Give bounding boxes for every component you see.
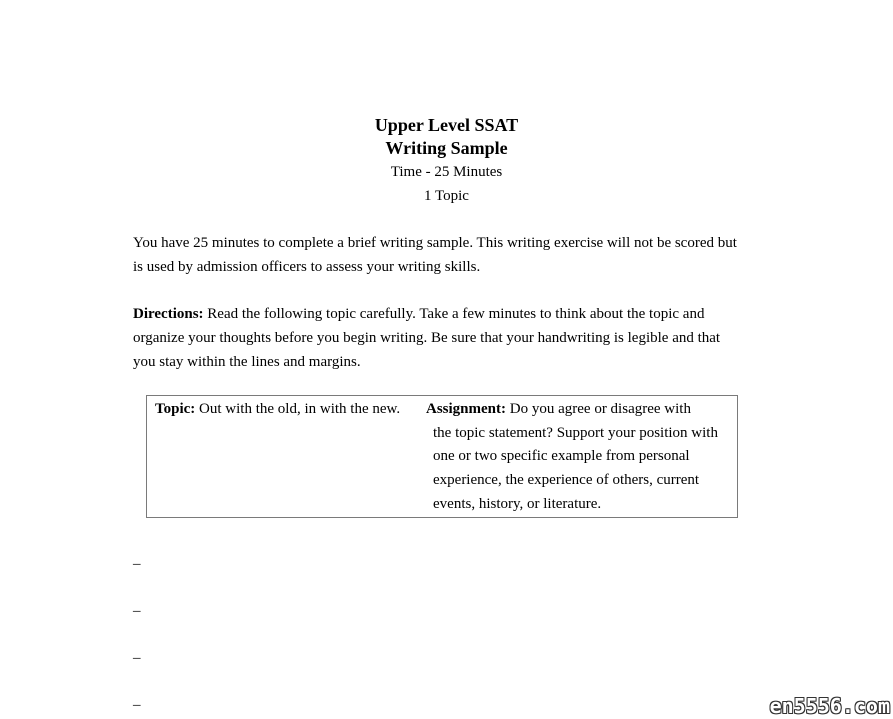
topic-label: Topic:	[155, 401, 196, 417]
assignment-cell	[426, 398, 731, 517]
assignment-first-line	[426, 398, 731, 422]
writing-line-mark: _	[133, 551, 141, 567]
writing-line-mark: _	[133, 692, 141, 708]
directions-text: Read the following topic carefully. Take a few minutes to think about the topic and organize your thoughts before you begin writing. Be sure that your handwriting is legible and that you stay within the lines and margins.	[133, 306, 721, 370]
page-subtitle: Writing Sample	[385, 138, 508, 158]
site-watermark: en5556.com	[769, 694, 890, 718]
writing-line-mark: _	[133, 598, 141, 614]
directions-label: Directions:	[133, 306, 204, 322]
directions-paragraph	[133, 302, 743, 374]
intro-paragraph: You have 25 minutes to complete a brief writing sample. This writing exercise will not be scored but is used by admission officers to assess your writing skills.	[133, 235, 737, 275]
assignment-first-text: Do you agree or disagree with	[506, 401, 691, 417]
time-limit: Time - 25 Minutes	[390, 164, 503, 180]
topic-count: 1 Topic	[424, 188, 469, 204]
writing-line-mark: _	[133, 645, 141, 661]
assignment-label: Assignment:	[426, 401, 507, 417]
topic-text: Out with the old, in with the new.	[195, 401, 401, 417]
topic-cell	[155, 398, 400, 422]
assignment-text: the topic statement? Support your position with one or two specific example from personal experience, the experience of others, current events, history, or literature.	[433, 424, 718, 512]
page-title: Upper Level SSAT	[374, 115, 519, 135]
topic-box	[146, 395, 738, 518]
